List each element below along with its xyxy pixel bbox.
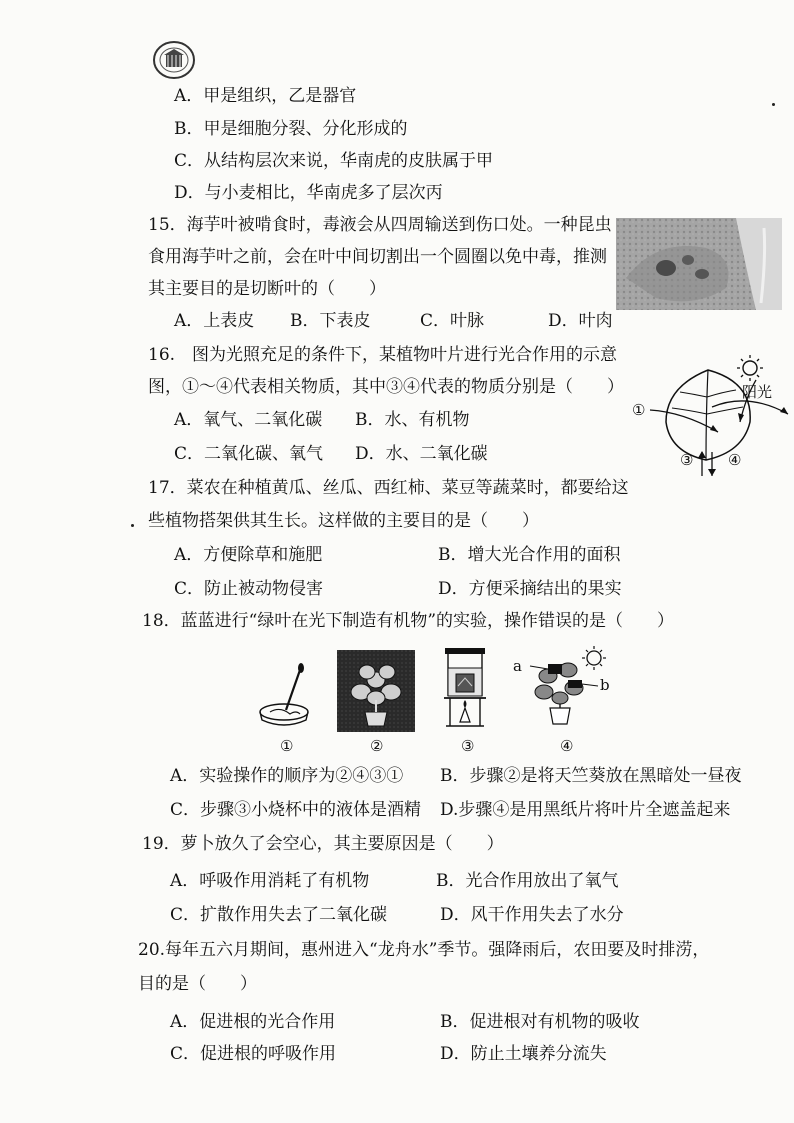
q20-stem-line-1: 20.每年五六月期间，惠州进入“龙舟水”季节。强降雨后，农田要及时排涝， bbox=[138, 940, 710, 960]
q14-option-d: D．与小麦相比，华南虎多了层次丙 bbox=[174, 183, 443, 203]
substance-4-label: ④ bbox=[728, 451, 742, 469]
q20-option-d: D．防止土壤养分流失 bbox=[440, 1044, 607, 1064]
step1-petri-dish-figure bbox=[256, 660, 316, 730]
q15-option-c: C．叶脉 bbox=[420, 311, 485, 331]
school-logo-icon bbox=[152, 40, 196, 80]
step4-covered-leaf-plant-figure bbox=[508, 642, 608, 732]
step2-dark-box-plant-figure bbox=[337, 650, 415, 732]
q16-option-c: C．二氧化碳、氧气 bbox=[174, 444, 324, 464]
q18-option-b: B．步骤②是将天竺葵放在黑暗处一昼夜 bbox=[440, 766, 742, 786]
q14-option-a: A．甲是组织，乙是器官 bbox=[174, 86, 357, 106]
q19-option-d: D．风干作用失去了水分 bbox=[440, 905, 624, 925]
q17-stem-line-1: 17．菜农在种植黄瓜、丝瓜、西红柿、菜豆等蔬菜时，都要给这 bbox=[148, 478, 629, 498]
q19-stem-line-1: 19．萝卜放久了会空心，其主要原因是（ ） bbox=[142, 834, 504, 854]
step-2-label: ② bbox=[370, 737, 384, 755]
q14-option-b: B．甲是细胞分裂、分化形成的 bbox=[174, 119, 408, 139]
q17-option-c: C．防止被动物侵害 bbox=[174, 579, 324, 599]
speck bbox=[772, 103, 775, 106]
q16-option-b: B．水、有机物 bbox=[355, 410, 470, 430]
q17-option-d: D．方便采摘结出的果实 bbox=[438, 579, 622, 599]
q15-option-d: D．叶肉 bbox=[548, 311, 613, 331]
speck bbox=[131, 524, 134, 527]
q18-option-d: D.步骤④是用黑纸片将叶片全遮盖起来 bbox=[440, 800, 731, 820]
step-4-label: ④ bbox=[560, 737, 574, 755]
q17-option-b: B．增大光合作用的面积 bbox=[438, 545, 621, 565]
q20-stem-line-2: 目的是（ ） bbox=[138, 974, 257, 994]
q18-option-a: A．实验操作的顺序为②④③① bbox=[170, 766, 404, 786]
step3-water-bath-figure bbox=[440, 646, 490, 732]
figure-label-a: a bbox=[513, 657, 522, 675]
q14-option-c: C．从结构层次来说，华南虎的皮肤属于甲 bbox=[174, 151, 494, 171]
figure-label-b: b bbox=[600, 676, 610, 694]
q20-option-a: A．促进根的光合作用 bbox=[170, 1012, 336, 1032]
substance-3-label: ③ bbox=[680, 451, 694, 469]
q19-option-a: A．呼吸作用消耗了有机物 bbox=[170, 871, 370, 891]
step-1-label: ① bbox=[280, 737, 294, 755]
sunlight-label: 阳光 bbox=[742, 383, 773, 401]
q17-option-a: A．方便除草和施肥 bbox=[174, 545, 323, 565]
q15-stem-line-3: 其主要目的是切断叶的（ ） bbox=[148, 279, 386, 299]
taro-leaf-photo bbox=[616, 218, 782, 310]
step-3-label: ③ bbox=[461, 737, 475, 755]
q15-option-b: B．下表皮 bbox=[290, 311, 371, 331]
q18-option-c: C．步骤③小烧杯中的液体是酒精 bbox=[170, 800, 422, 820]
q16-stem-line-1: 16. 图为光照充足的条件下，某植物叶片进行光合作用的示意 bbox=[148, 345, 618, 365]
sun-icon bbox=[582, 646, 606, 670]
q16-stem-line-2: 图，①～④代表相关物质，其中③④代表的物质分别是（ ） bbox=[148, 377, 624, 397]
q15-stem-line-1: 15．海芋叶被啃食时，毒液会从四周输送到伤口处。一种昆虫 bbox=[148, 215, 612, 235]
sun-icon bbox=[737, 355, 763, 381]
q19-option-b: B．光合作用放出了氧气 bbox=[436, 871, 619, 891]
q20-option-c: C．促进根的呼吸作用 bbox=[170, 1044, 337, 1064]
q17-stem-line-2: 些植物搭架供其生长。这样做的主要目的是（ ） bbox=[148, 511, 539, 531]
q18-stem-line-1: 18．蓝蓝进行“绿叶在光下制造有机物”的实验，操作错误的是（ ） bbox=[142, 611, 675, 631]
q16-option-d: D．水、二氧化碳 bbox=[355, 444, 488, 464]
q15-stem-line-2: 食用海芋叶之前，会在叶中间切割出一个圆圈以免中毒，推测 bbox=[148, 247, 607, 267]
q16-option-a: A．氧气、二氧化碳 bbox=[174, 410, 323, 430]
photosynthesis-leaf-diagram bbox=[628, 352, 792, 476]
q19-option-c: C．扩散作用失去了二氧化碳 bbox=[170, 905, 388, 925]
q20-option-b: B．促进根对有机物的吸收 bbox=[440, 1012, 640, 1032]
q15-option-a: A．上表皮 bbox=[174, 311, 255, 331]
substance-1-label: ① bbox=[632, 401, 646, 419]
